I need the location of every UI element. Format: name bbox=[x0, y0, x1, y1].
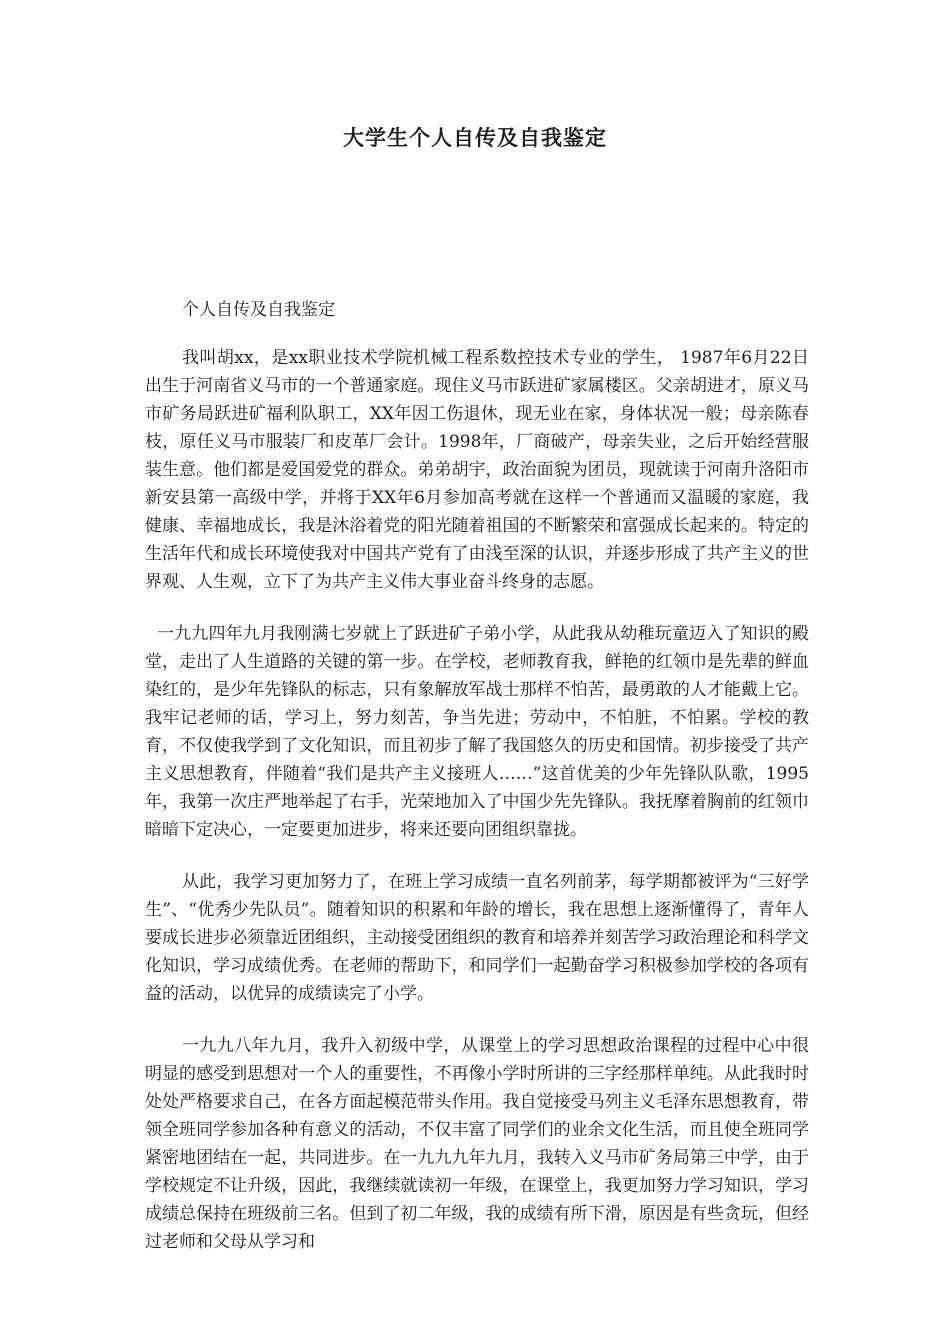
paragraph-1: 我叫胡xx，是xx职业技术学院机械工程系数控技术专业的学生， 1987年6月22日出生于河南省义马市的一个普通家庭。现住义马市跃进矿家属楼区。父亲胡进才，原义马市矿务局跃进矿福利队职工，XX年因工伤退休，现无业在家，身体状况一般；母亲陈春枝，原任义马市服装厂和皮革厂会计。1998年，厂商破产，母亲失业，之后开始经营服装生意。他们都是爱国爱党的群众。弟弟胡宇，政治面貌为团员，现就读于河南升洛阳市新安县第一高级中学，并将于XX年6月参加高考就在这样一个普通而又温暖的家庭，我健康、幸福地成长，我是沐浴着党的阳光随着祖国的不断繁荣和富强成长起来的。特定的生活年代和成长环境使我对中国共产党有了由浅至深的认识，并逐步形成了共产主义的世界观、人生观，立下了为共产主义伟大事业奋斗终身的志愿。 bbox=[145, 348, 809, 592]
document-body bbox=[145, 296, 809, 1280]
paragraph-4: 一九九八年九月，我升入初级中学，从课堂上的学习思想政治课程的过程中心中很明显的感受到思想对一个人的重要性，不再像小学时所讲的三字经那样单纯。从此我时时处处严格要求自己，在各方面起模范带头作用。我自觉接受马列主义毛泽东思想教育，带领全班同学参加各种有意义的活动，不仅丰富了同学们的业余文化生活，而且使全班同学紧密地团结在一起，共同进步。在一九九九年九月，我转入义马市矿务局第三中学，由于学校规定不让升级，因此，我继续就读初一年级，在课堂上，我更加努力学习知识，学习成绩总保持在班级前三名。但到了初二年级，我的成绩有所下滑，原因是有些贪玩，但经过老师和父母从学习和 bbox=[145, 1036, 809, 1252]
paragraph-3: 从此，我学习更加努力了，在班上学习成绩一直名列前茅，每学期都被评为“三好学生”、“优秀少先队员”。随着知识的积累和年龄的增长，我在思想上逐渐懂得了，青年人要成长进步必须靠近团组织，主动接受团组织的教育和培养并刻苦学习政治理论和科学文化知识，学习成绩优秀。在老师的帮助下，和同学们一起勤奋学习积极参加学校的各项有益的活动，以优异的成绩读完了小学。 bbox=[145, 872, 809, 1004]
paragraph-2: 一九九四年九月我刚满七岁就上了跃进矿子弟小学，从此我从幼稚玩童迈入了知识的殿堂，走出了人生道路的关键的第一步。在学校，老师教育我，鲜艳的红领巾是先辈的鲜血染红的，是少年先锋队的标志，只有象解放军战士那样不怕苦，最勇敢的人才能戴上它。我牢记老师的话，学习上，努力刻苦，争当先进；劳动中，不怕脏，不怕累。学校的教育，不仅使我学到了文化知识，而且初步了解了我国悠久的历史和国情。初步接受了共产主义思想教育，伴随着“我们是共产主义接班人……”这首优美的少年先锋队队歌，1995年，我第一次庄严地举起了右手，光荣地加入了中国少先先锋队。我抚摩着胸前的红领巾暗暗下定决心，一定要更加进步，将来还要向团组织靠拢。 bbox=[145, 624, 809, 840]
document-subtitle: 个人自传及自我鉴定 bbox=[182, 300, 335, 320]
document-title: 大学生个人自传及自我鉴定 bbox=[343, 125, 607, 150]
